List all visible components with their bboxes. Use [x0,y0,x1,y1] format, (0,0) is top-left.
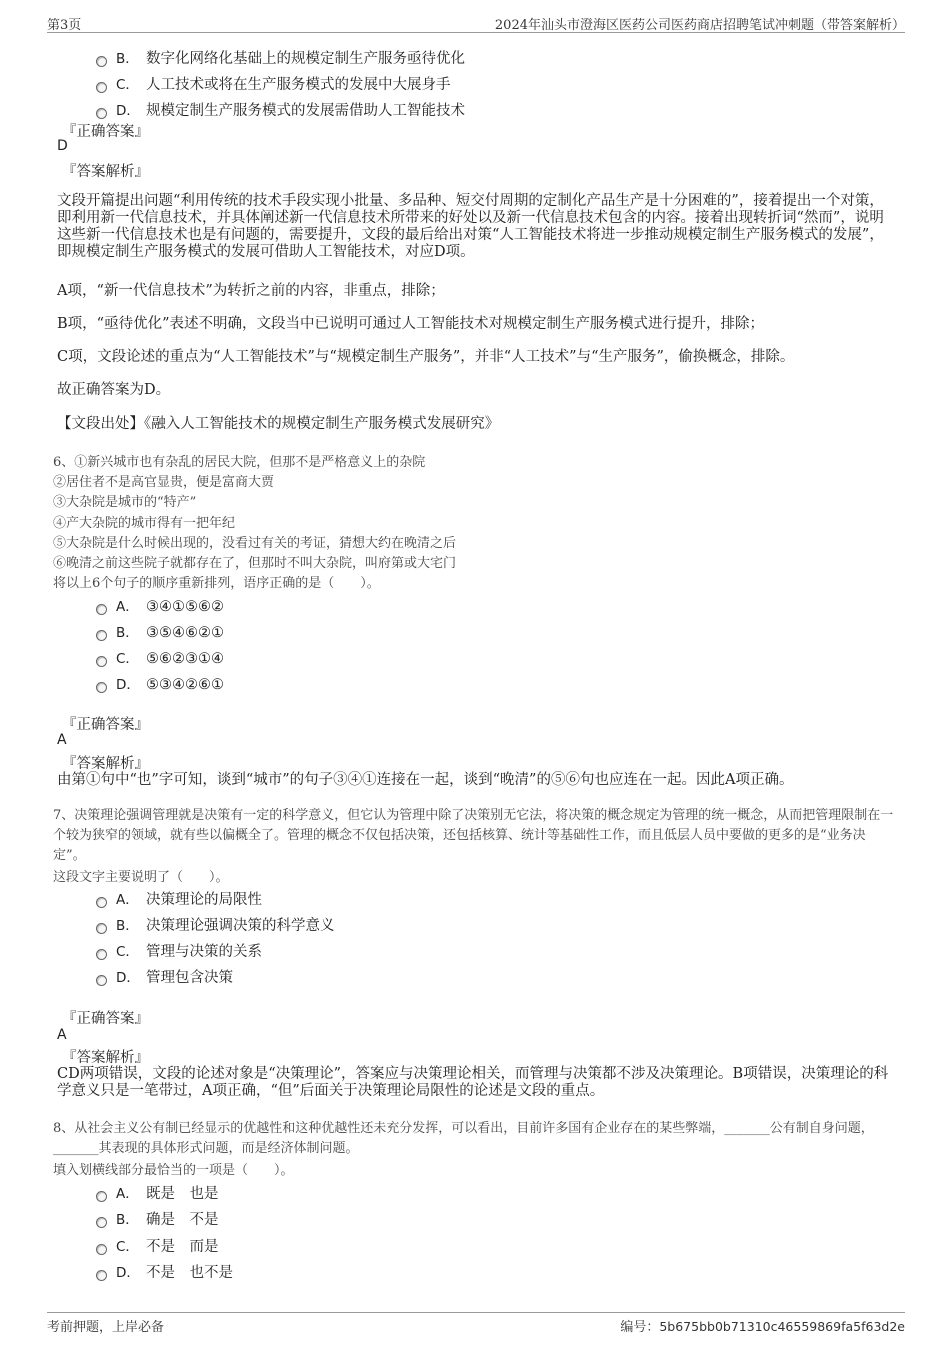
q5-analysis-text: 文段开篇提出问题“利用传统的技术手段实现小批量、多品种、短交付周期的定制化产品生产是十分困难的”，接着提出一个对策，即利用新一代信息技术，并具体阐述新一代信息技术所带来的好处以及新一代信息技术包含的内容。接着出现转折词“然而”，说明这些新一代信息技术也是有问题的，需要提升，文段的最后给出对策“人工智能技术将进一步推动规模定制生产服务模式的发展”，即规模定制生产服务模式的发展可借助人工智能技术，对应D项。 [57,193,884,260]
q5-analysis-label: 『答案解析』 [62,164,149,180]
radio-icon[interactable] [96,656,107,667]
page-number: 第3页 [47,18,82,33]
q6-stem-line: ③大杂院是城市的“特产” [53,495,197,510]
radio-icon[interactable] [96,630,107,641]
radio-icon[interactable] [96,1217,107,1228]
q8-option-c[interactable]: C． 不是 而是 [96,1235,219,1257]
q6-answer: A [57,732,67,748]
q7-prompt: 这段文字主要说明了（ ）。 [53,870,229,885]
radio-icon[interactable] [96,1244,107,1255]
q7-stem: 7、决策理论强调管理就是决策有一定的科学意义，但它认为管理中除了决策别无它法，将决策的概念规定为管理的统一概念，从而把管理限制在一个较为狭窄的领域，就有些以偏概全了。管理的概念不仅包括决策，还包括核算、统计等基础性工作，而且低层人员中要做的更多的是“业务决定”。 [53,808,894,863]
q6-stem-line: ②居住者不是高官显贵，便是富商大贾 [53,475,275,490]
q6-prompt: 将以上6个句子的顺序重新排列，语序正确的是（ ）。 [53,576,380,591]
q8-option-a[interactable]: A． 既是 也是 [96,1182,219,1204]
radio-icon[interactable] [96,923,107,934]
q6-stem-line: ⑤大杂院是什么时候出现的，没看过有关的考证，猜想大约在晚清之后 [53,536,457,551]
radio-icon[interactable] [96,1270,107,1281]
q6-option-b[interactable]: B． ③⑤④⑥②① [96,621,224,643]
radio-icon[interactable] [96,1191,107,1202]
footer-slogan: 考前押题，上岸必备 [47,1320,165,1335]
q5-option-b[interactable]: B． 数字化网络化基础上的规模定制生产服务亟待优化 [96,47,465,69]
radio-icon[interactable] [96,949,107,960]
q5-source: 【文段出处】《融入人工智能技术的规模定制生产服务模式发展研究》 [57,416,500,432]
q6-answer-label: 『正确答案』 [62,717,149,733]
document-title: 2024年汕头市澄海区医药公司医药商店招聘笔试冲刺题（带答案解析） [494,18,905,33]
footer-code [620,1316,905,1335]
radio-icon[interactable] [96,56,107,67]
q7-option-d[interactable]: D． 管理包含决策 [96,966,233,988]
q7-answer: A [57,1027,67,1043]
q5-analysis-c: C项，文段论述的重点为“人工智能技术”与“规模定制生产服务”，并非“人工技术”与“生产服务”，偷换概念，排除。 [57,349,795,365]
q5-option-c[interactable]: C． 人工技术或将在生产服务模式的发展中大展身手 [96,73,451,95]
q7-option-a[interactable]: A． 决策理论的局限性 [96,888,262,910]
q6-stem-line: ⑥晚清之前这些院子就都存在了，但那时不叫大杂院，叫府第或大宅门 [53,556,457,571]
q8-prompt: 填入划横线部分最恰当的一项是（ ）。 [53,1163,294,1178]
radio-icon[interactable] [96,975,107,986]
q6-analysis: 由第①句中“也”字可知，谈到“城市”的句子③④①连接在一起，谈到“晚清”的⑤⑥句也应连在一起。因此A项正确。 [57,772,794,788]
q5-analysis-b: B项，“亟待优化”表述不明确，文段当中已说明可通过人工智能技术对规模定制生产服务模式进行提升，排除； [57,316,764,332]
q6-option-d[interactable]: D． ⑤③④②⑥① [96,673,224,695]
radio-icon[interactable] [96,82,107,93]
q8-stem: 8、从社会主义公有制已经显示的优越性和这种优越性还未充分发挥，可以看出，目前许多国有企业存在的某些弊端，_______公有制自身问题，_______其表现的具体形式问题，而是经济体制问题。 [53,1121,874,1156]
radio-icon[interactable] [96,897,107,908]
q7-option-c[interactable]: C． 管理与决策的关系 [96,940,262,962]
q7-analysis-label: 『答案解析』 [62,1050,149,1066]
q5-conclusion: 故正确答案为D。 [57,382,171,398]
q7-analysis: CD两项错误，文段的论述对象是“决策理论”，答案应与决策理论相关，而管理与决策都不涉及决策理论。B项错误，决策理论的科学意义只是一笔带过，A项正确，“但”后面关于决策理论局限性的论述是文段的重点。 [57,1066,889,1099]
radio-icon[interactable] [96,682,107,693]
q7-answer-label: 『正确答案』 [62,1011,149,1027]
q7-option-b[interactable]: B． 决策理论强调决策的科学意义 [96,914,335,936]
radio-icon[interactable] [96,604,107,615]
footer-code-value: 5b675bb0b71310c46559869fa5f63d2e [659,1319,905,1334]
radio-icon[interactable] [96,108,107,119]
q8-option-b[interactable]: B． 确是 不是 [96,1208,219,1230]
page-header [47,12,905,33]
page-footer [47,1312,905,1335]
q5-analysis-a: A项，“新一代信息技术”为转折之前的内容，非重点，排除； [57,283,445,299]
q5-answer-label: 『正确答案』 [62,124,149,140]
q5-option-d[interactable]: D． 规模定制生产服务模式的发展需借助人工智能技术 [96,99,465,121]
q6-stem-line: ④产大杂院的城市得有一把年纪 [53,516,236,531]
q6-option-c[interactable]: C． ⑤⑥②③①④ [96,647,224,669]
q8-option-d[interactable]: D． 不是 也不是 [96,1261,233,1283]
footer-code-label: 编号： [620,1320,660,1335]
q6-analysis-label: 『答案解析』 [62,756,149,772]
q6-option-a[interactable]: A． ③④①⑤⑥② [96,595,224,617]
q6-stem-line: 6、①新兴城市也有杂乱的居民大院，但那不是严格意义上的杂院 [53,455,426,470]
q5-answer: D [57,138,68,154]
